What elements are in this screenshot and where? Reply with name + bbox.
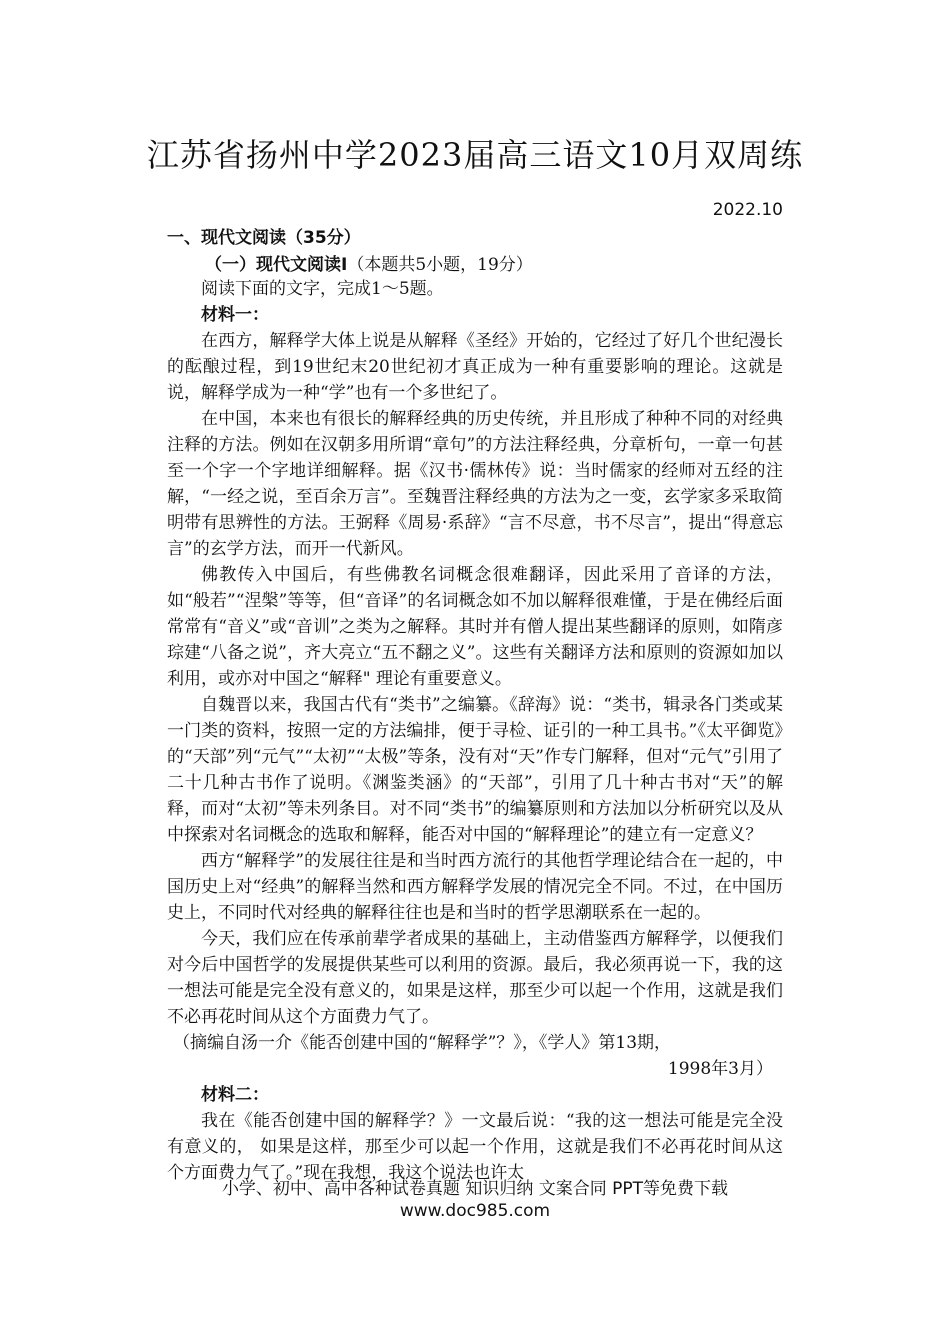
material2-label: 材料二： [201,1085,269,1105]
material1-paragraph: 今天，我们应在传承前辈学者成果的基础上，主动借鉴西方解释学，以便我们对今后中国哲学的发展提供某些可以利用的资源。最后，我必须再说一下，我的这一想法可能是完全没有意义的，如果是这样，那至少可以起一个作用，这就是我们不必再花时间从这个方面费力气了。 [167,929,783,1027]
footer-website[interactable]: www.doc985.com [399,1201,551,1221]
material1-paragraph: 在中国，本来也有很长的解释经典的历史传统，并且形成了种种不同的对经典注释的方法。例如在汉朝多用所谓“章句”的方法注释经典，分章析句，一章一句甚至一个字一个字地详细解释。据《汉书·儒林传》说：当时儒家的经师对五经的注解，“一经之说，至百余万言”。至魏晋注释经典的方法为之一变，玄学家多采取简明带有思辨性的方法。王弼释《周易·系辞》“言不尽意，书不尽言”，提出“得意忘言”的玄学方法，而开一代新风。 [167,409,783,559]
footer [0,1178,950,1222]
instruction-text: 阅读下面的文字，完成1～5题。 [201,279,444,299]
reading-body [167,276,783,1186]
document-title: 江苏省扬州中学2023届高三语文10月双周练 [146,136,804,174]
section-heading: 一、现代文阅读（35分） [167,228,361,248]
document-date: 2022.10 [712,200,783,220]
material1-citation-date: 1998年3月） [667,1059,773,1079]
material1-paragraph: 佛教传入中国后，有些佛教名词概念很难翻译，因此采用了音译的方法，如“般若”“涅槃”等等，但“音译”的名词概念如不加以解释很难懂，于是在佛经后面常常有“音义”或“音训”之类为之解释。其时并有僧人提出某些翻译的原则，如隋彦琮建“八备之说”，齐大亮立“五不翻之义”。这些有关翻译方法和原则的资源如加以利用，或亦对中国之“解释" 理论有重要意义。 [167,565,783,689]
subsection-label: （一）现代文阅读Ⅰ [205,255,348,275]
material1-paragraph: 西方“解释学”的发展往往是和当时西方流行的其他哲学理论结合在一起的，中国历史上对“经典”的解释当然和西方解释学发展的情况完全不同。不过，在中国历史上，不同时代对经典的解释往往也是和当时的哲学思潮联系在一起的。 [167,851,783,923]
material1-paragraph: 在西方，解释学大体上说是从解释《圣经》开始的，它经过了好几个世纪漫长的酝酿过程，到19世纪末20世纪初才真正成为一种有重要影响的理论。这就是说，解释学成为一种“学”也有一个多世纪了。 [167,331,783,403]
footer-promo-text: 小学、初中、高中各种试卷真题 知识归纳 文案合同 PPT等免费下载 [221,1179,729,1199]
subsection-heading [205,250,533,275]
material1-paragraph: 自魏晋以来，我国古代有“类书”之编纂。《辞海》说：“类书，辑录各门类或某一门类的资料，按照一定的方法编排，便于寻检、证引的一种工具书。”《太平御览》的“天部”列“元气”“太初”“太极”等条，没有对“天”作专门解释，但对“元气”引用了二十几种古书作了说明。《渊鉴类涵》的“天部”，引用了几十种古书对“天”的解释，而对“太初”等未列条目。对不同“类书”的编纂原则和方法加以分析研究以及从中探索对名词概念的选取和解释，能否对中国的“解释理论”的建立有一定意义？ [167,695,783,845]
subsection-note: （本题共5小题，19分） [347,255,533,275]
material1-citation: （摘编自汤一介《能否创建中国的“解释学”？》，《学人》第13期， [173,1033,672,1053]
material1-label: 材料一： [201,305,269,325]
material2-paragraph: 我在《能否创建中国的解释学？》一文最后说：“我的这一想法可能是完全没有意义的， 如果是这样，那至少可以起一个作用，这就是我们不必再花时间从这个方面费力气了。”现在我想，我这个说法也许太 [167,1111,783,1183]
